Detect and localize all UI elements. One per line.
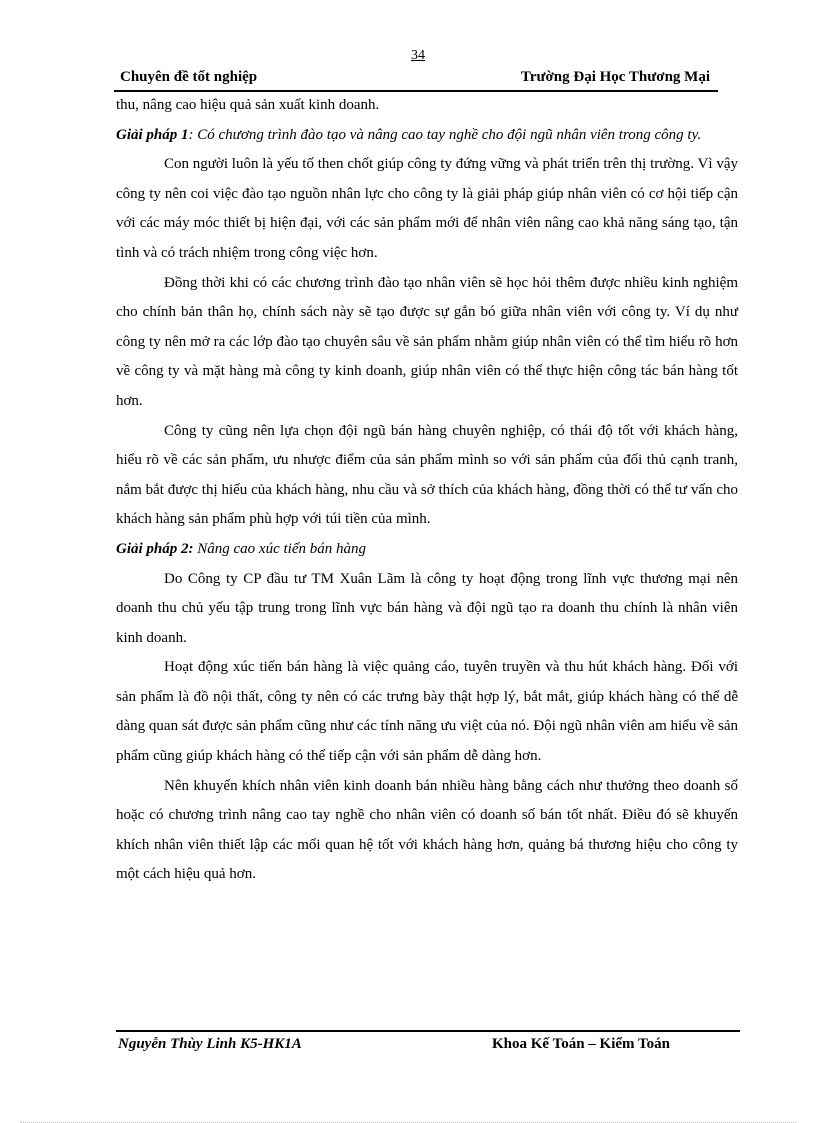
document-body [116,91,738,890]
solution-2-heading [116,535,738,565]
solution-1-heading [116,121,738,151]
header-left-title: Chuyên đề tốt nghiệp [120,69,258,85]
paragraph: Hoạt động xúc tiến bán hàng là việc quảng cáo, tuyên truyền và thu hút khách hàng. Đối với sản phẩm là đồ nội thất, công ty nên có các trưng bày thật hợp lý, bắt mắt, giúp khách hàng có thể dễ dàng quan sát được sản phẩm cũng như các tính năng ưu việt của nó. Đội ngũ nhân viên am hiểu về sản phẩm cũng giúp khách hàng có thể tiếp cận với sản phẩm dễ dàng hơn. [116,659,738,765]
page-header [114,68,718,92]
paragraph: Nên khuyến khích nhân viên kinh doanh bán nhiều hàng bằng cách như thưởng theo doanh số hoặc có chương trình nâng cao tay nghề cho nhân viên có doanh số bán tốt nhất. Điều đó sẽ khuyến khích nhân viên thiết lập các mối quan hệ tốt với khách hàng hơn, quảng bá thương hiệu cho công ty một cách hiệu quả hơn. [116,777,738,883]
footer-department: Khoa Kế Toán – Kiểm Toán [492,1036,670,1052]
solution-1-label: Giải pháp 1 [116,126,189,143]
footer-author: Nguyễn Thùy Linh K5-HK1A [118,1036,302,1052]
paragraph: Do Công ty CP đầu tư TM Xuân Lãm là công ty hoạt động trong lĩnh vực thương mại nên doanh thu chủ yếu tập trung trong lĩnh vực bán hàng và đội ngũ tạo ra doanh thu chính là nhân viên kinh doanh. [116,570,738,646]
page-number: 34 [411,48,425,63]
solution-2-text: Nâng cao xúc tiến bán hàng [193,540,366,557]
solution-2-label: Giải pháp 2: [116,540,194,557]
paragraph: Đồng thời khi có các chương trình đào tạo nhân viên sẽ học hỏi thêm được nhiều kinh nghiệm cho chính bản thân họ, chính sách này sẽ tạo được sự gắn bó giữa nhân viên với công ty. Ví dụ như công ty nên mở ra các lớp đào tạo chuyên sâu về sản phẩm nhằm giúp nhân viên có thể tìm hiểu rõ hơn về công ty và mặt hàng mà công ty kinh doanh, giúp nhân viên có thể thực hiện công tác bán hàng tốt hơn. [116,274,738,409]
paragraph-continuation: thu, nâng cao hiệu quả sản xuất kinh doanh. [116,97,380,113]
paragraph: Con người luôn là yếu tố then chốt giúp công ty đứng vững và phát triển trên thị trường. Vì vậy công ty nên coi việc đào tạo nguồn nhân lực cho công ty là giải pháp giúp nhân viên có cơ hội tiếp cận với các máy móc thiết bị hiện đại, với các sản phẩm mới để nhân viên nâng cao khả năng sáng tạo, tận tình và có trách nhiệm trong công việc hơn. [116,156,738,261]
footer-divider [116,1030,740,1032]
paragraph: Công ty cũng nên lựa chọn đội ngũ bán hàng chuyên nghiệp, có thái độ tốt với khách hàng, hiểu rõ về các sản phẩm, ưu nhược điểm của sản phẩm mình so với sản phẩm của đối thủ cạnh tranh, nắm bắt được thị hiếu của khách hàng, nhu cầu và sở thích của khách hàng, đồng thời có thể tư vấn cho khách hàng sản phẩm phù hợp với túi tiền của mình. [116,422,738,528]
solution-1-text: : Có chương trình đào tạo và nâng cao tay nghề cho đội ngũ nhân viên trong công ty. [188,126,702,143]
header-right-title: Trường Đại Học Thương Mại [520,69,710,85]
